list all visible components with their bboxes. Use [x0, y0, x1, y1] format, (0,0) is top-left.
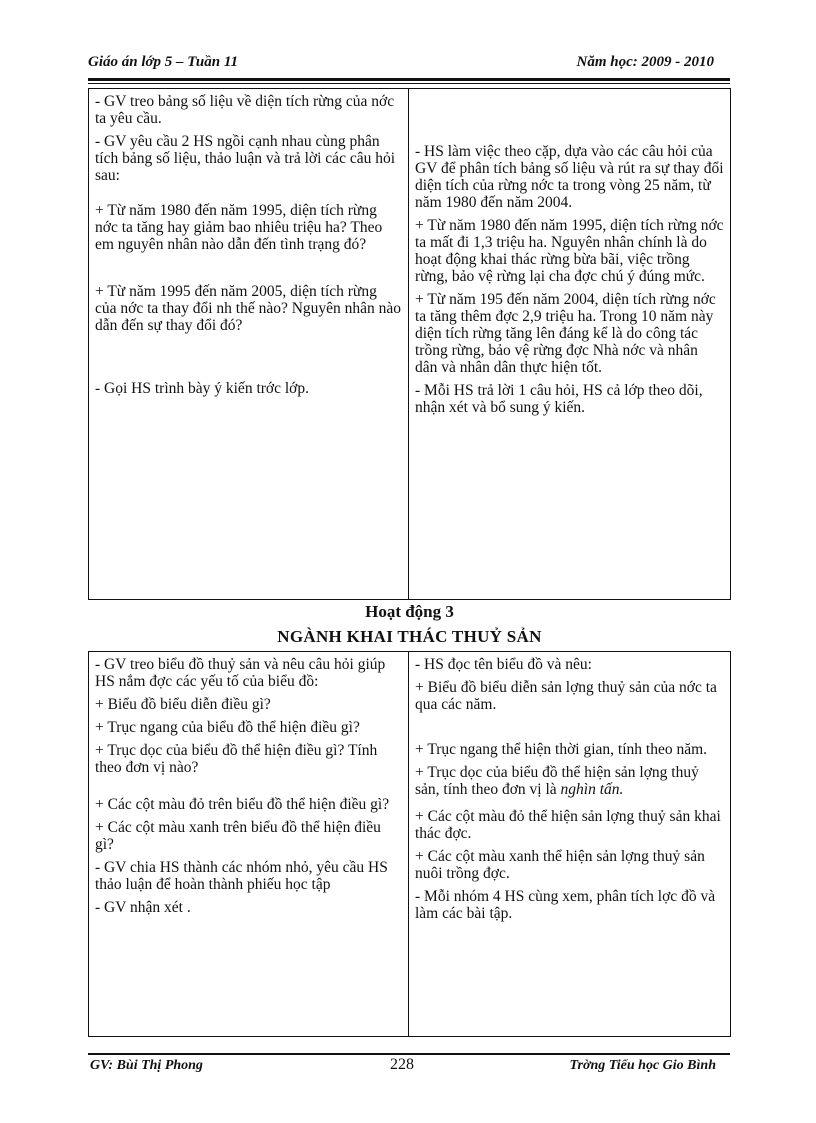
student-column [409, 89, 731, 600]
student-step-text: + Trục dọc của biểu đồ thể hiện sản lợng thuỷ sản, tính theo đơn vị là [415, 764, 699, 798]
unit-italic: nghìn tấn. [560, 781, 624, 798]
student-step: + Các cột màu đỏ thể hiện sản lợng thuỷ sản khai thác đợc. [415, 808, 721, 842]
activity-subtitle: NGÀNH KHAI THÁC THUỶ SẢN [277, 627, 542, 646]
student-column [409, 652, 731, 1037]
student-step: + Từ năm 195 đến năm 2004, diện tích rừng nớc ta tăng thêm đợc 2,9 triệu ha. Trong 10 năm này diện tích rừng tăng lên đáng kể là do công tác trồng rừng, bảo vệ rừng đợc Nhà nớc và nhân dân và nhân dân thực hiện tốt. [415, 291, 716, 376]
teacher-step: + Từ năm 1980 đến năm 1995, diện tích rừng nớc ta tăng hay giảm bao nhiêu triệu ha? Theo em nguyên nhân nào dẫn đến tình trạng đó? [95, 202, 383, 253]
teacher-step: + Trục ngang của biểu đồ thể hiện điều gì? [95, 719, 360, 736]
teacher-column [89, 652, 409, 1037]
teacher-step: + Biểu đồ biểu diễn điều gì? [95, 696, 271, 713]
student-step: + Từ năm 1980 đến năm 1995, diện tích rừng nớc ta mất đi 1,3 triệu ha. Nguyên nhân chính là do hoạt động khai thác rừng bừa bãi, việc trồng rừng, bảo vệ rừng lại cha đợc chú ý đúng mức. [415, 217, 724, 285]
student-step: - HS đọc tên biểu đồ và nêu: [415, 656, 592, 673]
teacher-step: - GV chia HS thành các nhóm nhỏ, yêu cầu HS thảo luận để hoàn thành phiếu học tập [95, 859, 388, 893]
teacher-step: + Các cột màu xanh trên biểu đồ thể hiện điều gì? [95, 819, 381, 853]
student-step: - Mỗi HS trả lời 1 câu hỏi, HS cả lớp theo dõi, nhận xét và bổ sung ý kiến. [415, 382, 703, 416]
student-step: + Các cột màu xanh thể hiện sản lợng thuỷ sản nuôi trồng đợc. [415, 848, 705, 882]
teacher-step: + Trục dọc của biểu đồ thể hiện điều gì? Tính theo đơn vị nào? [95, 742, 378, 776]
footer-teacher: GV: Bùi Thị Phong [90, 1058, 203, 1073]
teacher-column [89, 89, 409, 600]
teacher-step: - GV treo biểu đồ thuỷ sản và nêu câu hỏi giúp HS nắm đợc các yếu tố của biểu đồ: [95, 656, 386, 690]
teacher-step: - Gọi HS trình bày ý kiến trớc lớp. [95, 380, 309, 397]
teacher-step: - GV nhận xét . [95, 899, 191, 916]
student-step [415, 764, 724, 798]
footer-school: Trờng Tiểu học Gio Bình [569, 1058, 716, 1073]
student-step: - HS làm việc theo cặp, dựa vào các câu hỏi của GV để phân tích bảng số liệu và rút ra sự thay đổi diện tích của rừng nớc ta trong vòng 25 năm, từ năm 1980 đến năm 2004. [415, 143, 724, 211]
student-step: + Biểu đồ biểu diễn sản lợng thuỷ sản của nớc ta qua các năm. [415, 679, 717, 713]
activity-table-2 [88, 651, 731, 1037]
activity-table-1 [88, 88, 731, 600]
teacher-step: + Từ năm 1995 đến năm 2005, diện tích rừng của nớc ta thay đổi nh thế nào? Nguyên nhân nào dẫn đến sự thay đổi đó? [95, 283, 402, 334]
header-school-year: Năm học: 2009 - 2010 [576, 54, 714, 70]
header-course: Giáo án lớp 5 – Tuần 11 [88, 54, 239, 70]
student-step: + Trục ngang thể hiện thời gian, tính theo năm. [415, 741, 708, 758]
student-step: - Mỗi nhóm 4 HS cùng xem, phân tích lợc đồ và làm các bài tập. [415, 888, 716, 922]
page-header [88, 50, 730, 80]
header-rule-thin [88, 83, 730, 84]
teacher-step: - GV yêu cầu 2 HS ngồi cạnh nhau cùng phân tích bảng số liệu, thảo luận và trả lời các câu hỏi sau: [95, 133, 396, 184]
teacher-step: + Các cột màu đỏ trên biểu đồ thể hiện điều gì? [95, 796, 390, 813]
activity-title: Hoạt động 3 [365, 602, 454, 621]
footer-rule [88, 1053, 730, 1055]
header-rule-thick [88, 78, 730, 81]
page-number: 228 [390, 1056, 414, 1073]
teacher-step: - GV treo bảng số liệu về diện tích rừng của nớc ta yêu cầu. [95, 93, 395, 127]
